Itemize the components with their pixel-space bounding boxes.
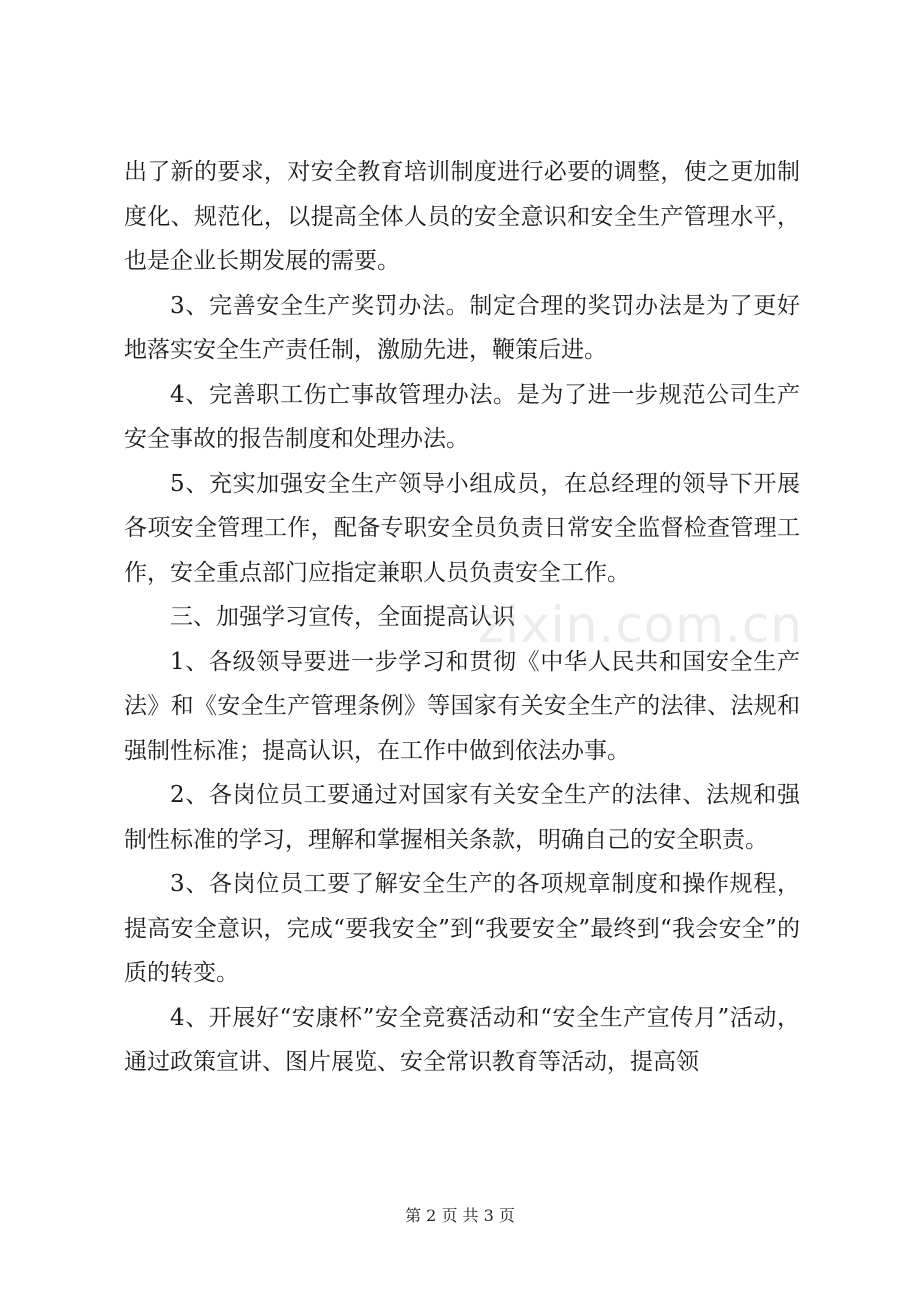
paragraph: 2、各岗位员工要通过对国家有关安全生产的法律、法规和强制性标准的学习，理解和掌握相关条款，明确自己的安全职责。: [124, 782, 800, 853]
watermark: zixin.com.cn: [478, 596, 804, 654]
paragraph: 4、开展好“安康杯”安全竞赛活动和“安全生产宣传月”活动，通过政策宣讲、图片展览、安全常识教育等活动，提高领: [124, 1004, 800, 1075]
paragraph: 出了新的要求，对安全教育培训制度进行必要的调整，使之更加制度化、规范化，以提高全体人员的安全意识和安全生产管理水平，也是企业长期发展的需要。: [124, 159, 800, 274]
paragraph: 4、完善职工伤亡事故管理办法。是为了进一步规范公司生产安全事故的报告制度和处理办法。: [124, 381, 800, 452]
page-footer: 第 2 页 共 3 页: [405, 1206, 515, 1225]
paragraph: 1、各级领导要进一步学习和贯彻《中华人民共和国安全生产法》和《安全生产管理条例》等国家有关安全生产的法律、法规和强制性标准；提高认识，在工作中做到依法办事。: [124, 648, 800, 764]
paragraph: 5、充实加强安全生产领导小组成员，在总经理的领导下开展各项安全管理工作，配备专职安全员负责日常安全监督检查管理工作，安全重点部门应指定兼职人员负责安全工作。: [124, 470, 800, 586]
paragraph: 3、各岗位员工要了解安全生产的各项规章制度和操作规程，提高安全意识，完成“要我安全”到“我要安全”最终到“我会安全”的质的转变。: [124, 871, 800, 986]
section-heading: 三、加强学习宣传，全面提高认识: [170, 604, 515, 630]
paragraph: 3、完善安全生产奖罚办法。制定合理的奖罚办法是为了更好地落实安全生产责任制，激励先进，鞭策后进。: [124, 292, 800, 363]
